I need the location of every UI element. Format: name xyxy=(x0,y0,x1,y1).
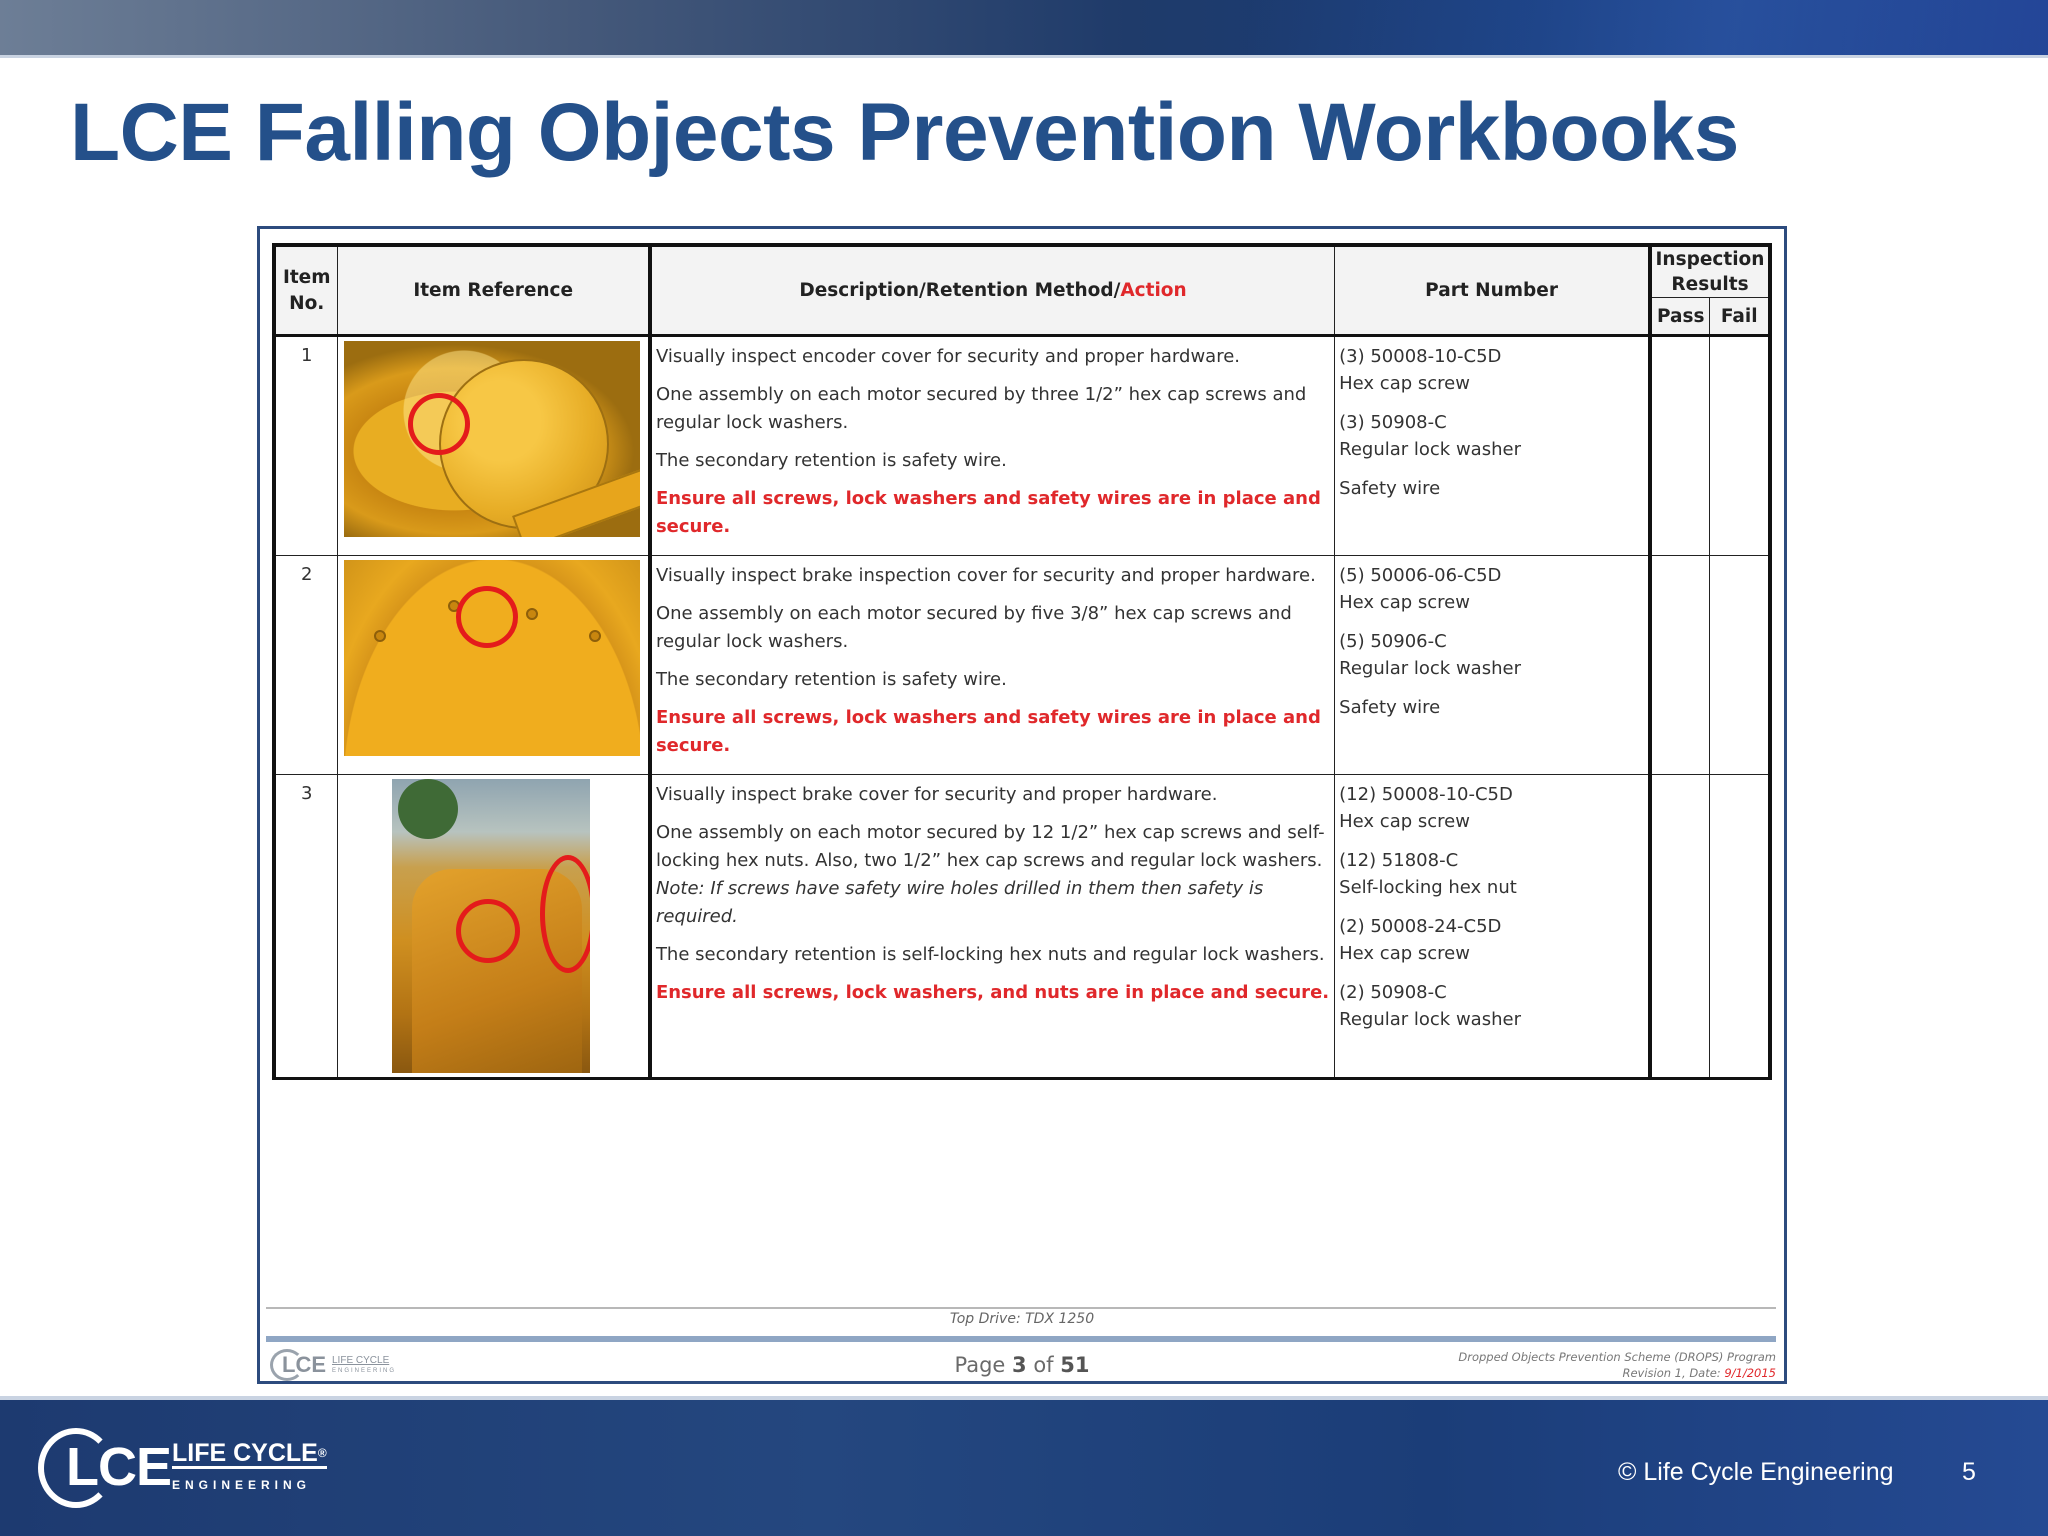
row-part-numbers xyxy=(1335,775,1650,1079)
part-group xyxy=(1339,562,1644,616)
logo-mark: LCE xyxy=(66,1437,171,1497)
row-description xyxy=(650,556,1335,775)
desc-line: The secondary retention is safety wire. xyxy=(655,669,1007,690)
part-name: Hex cap screw xyxy=(1339,811,1470,832)
lce-logo xyxy=(38,1428,338,1508)
footer-rule xyxy=(266,1307,1776,1309)
part-number: (12) 50008-10-C5D xyxy=(1339,784,1513,805)
part-group xyxy=(1339,475,1644,502)
desc-line: The secondary retention is self-locking hex nuts and regular lock washers. xyxy=(655,944,1325,965)
revision-line xyxy=(1458,1365,1776,1381)
part-name: Regular lock washer xyxy=(1339,1009,1521,1030)
photo-tree xyxy=(398,779,458,839)
copyright-text: © Life Cycle Engineering xyxy=(1618,1458,1894,1486)
header-action-word: Action xyxy=(1120,280,1187,301)
part-name: Hex cap screw xyxy=(1339,592,1470,613)
part-number: (5) 50006-06-C5D xyxy=(1339,565,1502,586)
logo-sub: ENGINEERING xyxy=(172,1478,312,1492)
table-row xyxy=(274,556,1770,775)
desc-action: Ensure all screws, lock washers and safety wires are in place and secure. xyxy=(655,488,1321,537)
desc-line: Visually inspect brake inspection cover for security and proper hardware. xyxy=(655,565,1316,586)
highlight-circle xyxy=(456,586,518,648)
part-number: (2) 50908-C xyxy=(1339,982,1447,1003)
page-total: 51 xyxy=(1060,1353,1090,1377)
pass-cell[interactable] xyxy=(1650,336,1710,556)
part-group xyxy=(1339,979,1644,1033)
logo-name-text: LIFE CYCLE xyxy=(172,1439,318,1467)
part-number: (3) 50008-10-C5D xyxy=(1339,346,1502,367)
part-group xyxy=(1339,847,1644,901)
page-prefix: Page xyxy=(954,1353,1013,1377)
part-group xyxy=(1339,694,1644,721)
part-group xyxy=(1339,409,1644,463)
header-inspection-results: Inspection Results xyxy=(1650,245,1770,298)
slide-title: LCE Falling Objects Prevention Workbooks xyxy=(70,87,1739,178)
part-group xyxy=(1339,628,1644,682)
row-item-number: 1 xyxy=(274,336,338,556)
row-item-number: 3 xyxy=(274,775,338,1079)
photo-bolt xyxy=(589,630,601,642)
part-group xyxy=(1339,913,1644,967)
brake-cover-photo xyxy=(392,779,590,1073)
slide-number: 5 xyxy=(1962,1458,1976,1486)
table-row xyxy=(274,775,1770,1079)
logo-name: LIFE CYCLE xyxy=(332,1355,390,1366)
fail-cell[interactable] xyxy=(1710,556,1770,775)
desc-action: Ensure all screws, lock washers and safety wires are in place and secure. xyxy=(655,707,1321,756)
part-number: Safety wire xyxy=(1339,478,1441,499)
desc-action: Ensure all screws, lock washers, and nuts are in place and secure. xyxy=(655,982,1330,1003)
table-row xyxy=(274,336,1770,556)
part-number: (3) 50908-C xyxy=(1339,412,1447,433)
logo-mark: LCE xyxy=(282,1352,326,1377)
top-banner xyxy=(0,0,2048,55)
part-number: (2) 50008-24-C5D xyxy=(1339,916,1502,937)
page-of: of xyxy=(1026,1353,1061,1377)
inspection-table xyxy=(272,243,1772,1080)
revision-text: Revision 1, Date: xyxy=(1622,1366,1725,1380)
desc-line: One assembly on each motor secured by five 3/8” hex cap screws and regular lock washers. xyxy=(655,603,1292,652)
fail-cell[interactable] xyxy=(1710,775,1770,1079)
desc-line: The secondary retention is safety wire. xyxy=(655,450,1007,471)
part-name: Hex cap screw xyxy=(1339,373,1470,394)
part-name: Regular lock washer xyxy=(1339,439,1521,460)
part-name: Regular lock washer xyxy=(1339,658,1521,679)
part-number: Safety wire xyxy=(1339,697,1441,718)
highlight-circle xyxy=(456,899,520,963)
header-fail: Fail xyxy=(1710,298,1770,336)
revision-date: 9/1/2015 xyxy=(1724,1366,1776,1380)
photo-bolt xyxy=(526,608,538,620)
part-group xyxy=(1339,781,1644,835)
logo-sub: ENGINEERING xyxy=(332,1368,397,1374)
pass-cell[interactable] xyxy=(1650,775,1710,1079)
program-info xyxy=(1458,1349,1776,1381)
highlight-oval xyxy=(540,855,590,973)
banner-swoosh xyxy=(1248,0,2048,55)
row-item-reference xyxy=(338,775,650,1079)
desc-line: One assembly on each motor secured by 12 1/2” hex cap screws and self-locking hex nuts. Also, two 1/2” hex cap screws and regular lock washers. xyxy=(655,822,1325,871)
row-part-numbers xyxy=(1335,336,1650,556)
brake-inspection-cover-photo xyxy=(344,560,640,756)
pass-cell[interactable] xyxy=(1650,556,1710,775)
page-current: 3 xyxy=(1012,1353,1027,1377)
header-part-number: Part Number xyxy=(1335,245,1650,336)
row-item-reference xyxy=(338,556,650,775)
row-description xyxy=(650,775,1335,1079)
workbook-page xyxy=(257,226,1787,1384)
row-description xyxy=(650,336,1335,556)
part-number: (12) 51808-C xyxy=(1339,850,1459,871)
logo-name xyxy=(172,1440,327,1469)
header-description xyxy=(650,245,1335,336)
top-divider xyxy=(0,55,2048,58)
encoder-cover-photo xyxy=(344,341,640,537)
part-name: Self-locking hex nut xyxy=(1339,877,1517,898)
desc-note: Note: If screws have safety wire holes drilled in them then safety is required. xyxy=(655,878,1264,927)
row-part-numbers xyxy=(1335,556,1650,775)
row-item-number: 2 xyxy=(274,556,338,775)
logo-registered: ® xyxy=(317,1446,327,1460)
part-group xyxy=(1339,343,1644,397)
row-item-reference xyxy=(338,336,650,556)
header-item-reference: Item Reference xyxy=(338,245,650,336)
header-item-no: Item No. xyxy=(274,245,338,336)
header-pass: Pass xyxy=(1650,298,1710,336)
part-name: Hex cap screw xyxy=(1339,943,1470,964)
program-name: Dropped Objects Prevention Scheme (DROPS) Program xyxy=(1458,1350,1776,1364)
desc-line: Visually inspect encoder cover for security and proper hardware. xyxy=(655,346,1240,367)
part-number: (5) 50906-C xyxy=(1339,631,1447,652)
header-description-text: Description/Retention Method/ xyxy=(799,280,1121,301)
footer-rule-thick xyxy=(266,1336,1776,1342)
photo-bolt xyxy=(374,630,386,642)
fail-cell[interactable] xyxy=(1710,336,1770,556)
footer-drive-label: Top Drive: TDX 1250 xyxy=(949,1311,1095,1327)
workbook-footer xyxy=(260,1297,1784,1383)
highlight-circle xyxy=(408,393,470,455)
desc-line: Visually inspect brake cover for security and proper hardware. xyxy=(655,784,1218,805)
desc-line: One assembly on each motor secured by three 1/2” hex cap screws and regular lock washers. xyxy=(655,384,1307,433)
